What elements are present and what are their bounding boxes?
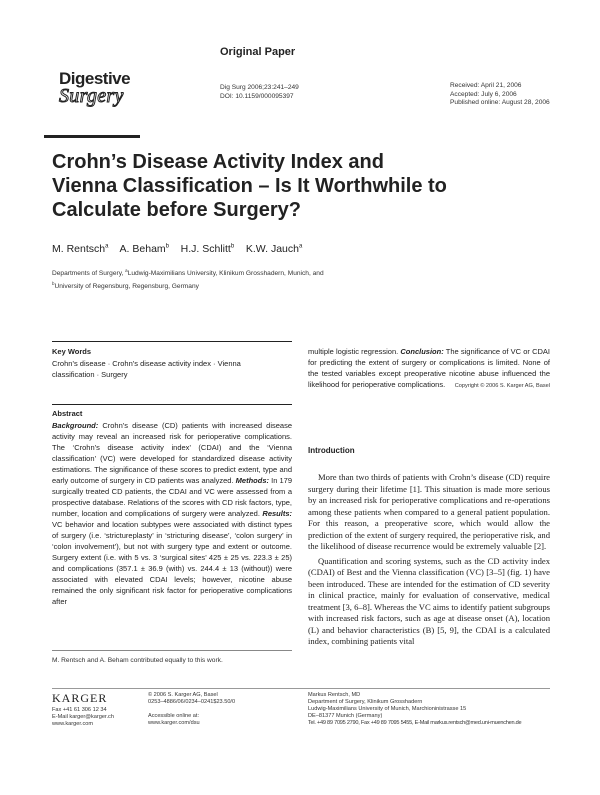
citation: Dig Surg 2006;23:241–249	[220, 84, 299, 91]
journal-logo	[59, 70, 130, 105]
corr-contact: Tel. +49 89 7095 2790, Fax +49 89 7095 5455, E-Mail markus.rentsch@med.uni-muenchen.de	[308, 720, 522, 726]
abstract-section	[52, 409, 292, 607]
copyright-block	[148, 692, 235, 727]
corr-city: DE–81377 Munich (Germany)	[308, 713, 383, 719]
doi-link[interactable]: DOI: 10.1159/000095397	[220, 92, 294, 100]
author-list	[52, 243, 302, 255]
keywords-line-1: Crohn’s disease · Crohn’s disease activity index · Vienna	[52, 359, 241, 368]
keywords-heading: Key Words	[52, 347, 92, 356]
copyright-line: Copyright © 2006 S. Karger AG, Basel	[454, 383, 550, 389]
author: M. Rentsch$^a$	[52, 243, 109, 255]
publisher-web[interactable]: www.karger.com	[52, 721, 94, 727]
abstract-methods-text: In 179 surgically treated CD patients, the CDAI and VC were assessed from a prospective database. Relations of the scores with CD risk factors, type, number, location and complications of surgery were analyzed.	[52, 476, 293, 518]
issn-code: 0253–4886/06/0234–0241$23.50/0	[148, 699, 236, 705]
introduction-heading: Introduction	[308, 446, 355, 455]
journal-logo-line2: Surgery	[59, 85, 124, 107]
footer-rule	[52, 688, 550, 689]
access-url[interactable]: www.karger.com/dsu	[148, 720, 200, 726]
journal-logo-line1: Digestive	[59, 69, 131, 88]
abstract-background-text: Crohn’s disease (CD) patients with increased disease activity may reveal an increased risk for perioperative complications. The ‘Crohn’s disease activity index’ (CDAI) and the ‘Vienna classification’ (VC) were developed for standardized disease activity estimations. The significance of these scores to predict extent, type and early outcome of surgery in CD patients was analyzed.	[52, 421, 292, 485]
publisher-contact	[52, 707, 114, 728]
corr-university: Ludwig-Maximilians University of Munich, Marchioninistrasse 15	[308, 706, 467, 712]
header-rule	[44, 135, 140, 138]
dates-block	[450, 82, 550, 108]
published-date: Published online: August 28, 2006	[450, 99, 550, 106]
keywords-section	[52, 347, 292, 380]
publisher-fax: Fax +41 61 306 12 34	[52, 707, 107, 713]
article-type-label: Original Paper	[220, 46, 296, 58]
corr-name: Markus Rentsch, MD	[308, 692, 361, 698]
affiliation-line-2: $^b$University of Regensburg, Regensburg, Germany	[52, 281, 199, 291]
affiliations	[52, 266, 532, 292]
abstract-results-label: Results:	[262, 509, 292, 518]
abstract-results-text: VC behavior and location subtypes were associated with distinct types of surgery (i.e. ‘strictureplasty’ in ‘stricturing disease’, ‘colon surgery’ in ‘colon involvement’), but not with surgery type and extent or outcome. Surgery extent (i.e. with 5 vs. 3 ‘surgical sites’ 425 ± 25 vs. 223.3 ± 25) and complications (357.1 ± 36.9 (with) vs. 244.4 ± 13 (without)) were associated with elevated CDAI levels; however, nicotine abuse remained the only significant risk factor for perioperative complications after	[52, 520, 292, 606]
intro-paragraph-1: More than two thirds of patients with Crohn’s disease (CD) require surgery during their lifetime [1]. This situation is made more serious by an increased risk for perioperative complications and re-operations among these patients when compared to a general patient population. For this reason, a preoperative score, which would allow the prediction of the extent of surgery required, the perioperative risk, and the likelihood of disease recurrence would be extremely valuable [2].	[308, 472, 550, 551]
access-label: Accessible online at:	[148, 713, 199, 719]
introduction-section	[308, 446, 550, 648]
accepted-date: Accepted: July 6, 2006	[450, 90, 517, 98]
abstract-continued	[308, 346, 550, 389]
abstract-rule	[52, 404, 292, 405]
intro-paragraph-2: Quantification and scoring systems, such as the CD activity index (CDAI) of Best and the Vienna classification (VC) [3–5] (fig. 1) have been introduced. These are intended for the estimation of CD severity in clinical practice, mainly for evaluation of conservative, medical treatment [3, 6–8]. Whereas the VC aims to identify patient subgroups with increased risk factors, such as age at disease onset (A), location (L) and behavior characteristics (B) [5, 9], the CDAI is a calculated index, combining patients vital	[308, 555, 550, 646]
author: K.W. Jauch$^a$	[245, 243, 303, 255]
title-line-2: Vienna Classification – Is It Worthwhile to	[52, 175, 447, 197]
title-line-3: Calculate before Surgery?	[52, 199, 301, 221]
abstract-conclusion-label: Conclusion:	[400, 347, 444, 356]
abstract-background-label: Background:	[52, 421, 99, 430]
correspondence-block	[308, 692, 553, 727]
article-title	[52, 150, 552, 222]
publisher-logo: KARGER	[52, 691, 108, 705]
footnote-rule	[52, 650, 292, 651]
abstract-methods-label: Methods:	[235, 476, 270, 485]
keywords-line-2: classification · Surgery	[52, 370, 128, 379]
title-line-1: Crohn’s Disease Activity Index and	[52, 151, 384, 173]
citation-block	[220, 84, 299, 101]
affiliation-line-1: Departments of Surgery, $^a$Ludwig-Maximilians University, Klinikum Grosshadern, Munich, and	[52, 268, 324, 278]
introduction-body	[308, 472, 550, 648]
footnote: M. Rentsch and A. Beham contributed equally to this work.	[52, 657, 223, 664]
received-date: Received: April 21, 2006	[450, 82, 522, 89]
abstract-conclusion-text: The significance of VC or CDAI for predicting the extent of surgery or complications is limited. None of the tested variables except preoperative nicotine abuse influenced the likelihood for perioperative complications.	[308, 347, 550, 389]
abstract-heading: Abstract	[52, 409, 83, 418]
keywords-rule	[52, 341, 292, 342]
author: A. Beham$^b$	[119, 243, 169, 255]
corr-dept: Department of Surgery, Klinikum Grosshadern	[308, 699, 423, 705]
abstract-body	[52, 420, 292, 607]
publisher-email[interactable]: E-Mail karger@karger.ch	[52, 714, 114, 720]
copyright-notice: © 2006 S. Karger AG, Basel	[148, 692, 218, 698]
abstract-cont-text: multiple logistic regression.	[308, 347, 401, 356]
author: H.J. Schlitt$^b$	[180, 243, 235, 255]
